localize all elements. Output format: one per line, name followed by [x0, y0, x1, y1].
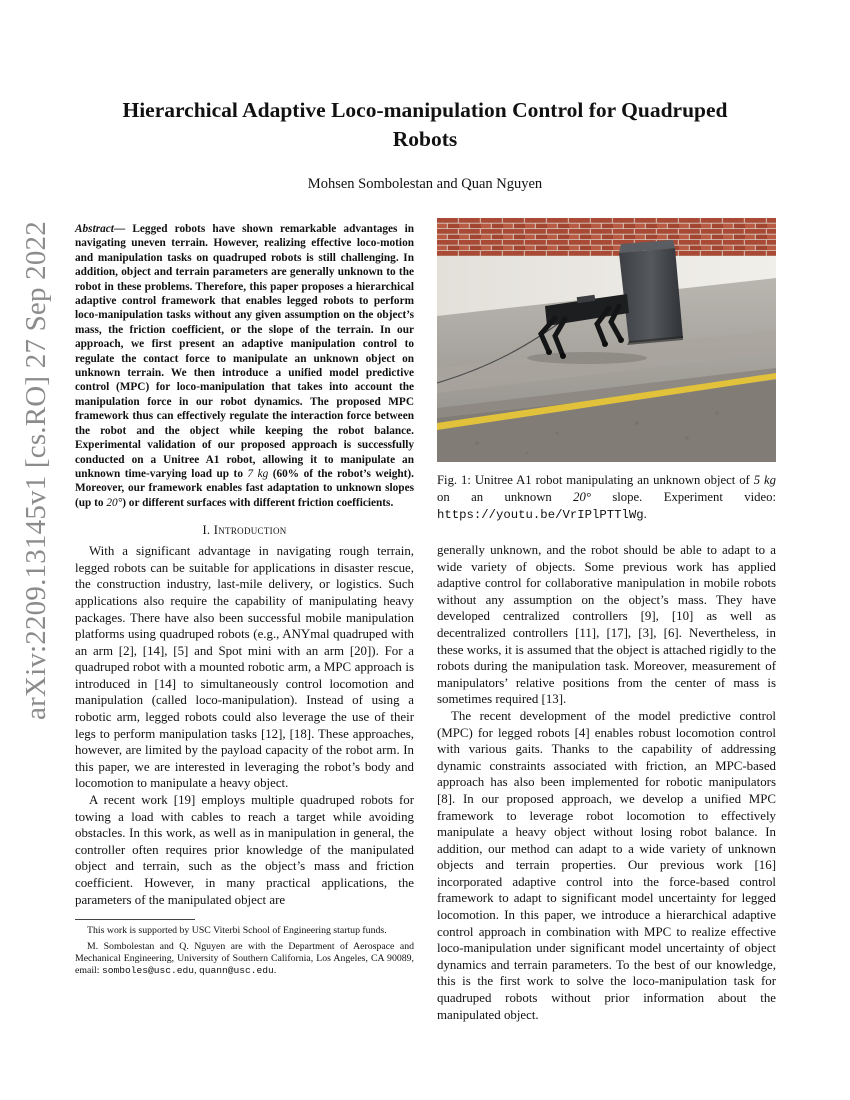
- footnote-end: .: [273, 965, 277, 977]
- intro-paragraph-3: generally unknown, and the robot should be able to adapt to a wide variety of objects. Some previous work has applied adaptive control for collaborative manipulation in mobile robots without any assumption on the object’s mass. They have developed centralized controllers [9], [10] as well as decentralized controllers [11], [17], [3], [6]. Nevertheless, in these works, it is assumed that the object is attached rigidly to the robots during the manipulation task. Moreover, measurement of manipulators’ relative positions from the center of mass is sometimes required [13].: [437, 543, 776, 707]
- caption-math-mass: 5 kg: [753, 473, 776, 487]
- abstract-math-slope: 20°: [106, 496, 123, 509]
- abstract-text-2: (60% of the robot’s weight). Moreover, our framework enables fast adaptation to unknown slopes (up to: [75, 467, 414, 509]
- caption-end: .: [643, 507, 647, 521]
- abstract-math-load: 7 kg: [247, 467, 269, 480]
- section-number: I.: [202, 523, 211, 538]
- arxiv-identifier[interactable]: arXiv:2209.13145v1 [cs.RO] 27 Sep 2022: [20, 221, 52, 720]
- paper-authors: Mohsen Sombolestan and Quan Nguyen: [307, 176, 543, 192]
- caption-math-slope: 20°: [573, 490, 591, 504]
- abstract: [75, 222, 414, 510]
- abstract-text-3: ) or different surfaces with different friction coefficients.: [122, 496, 394, 509]
- intro-left-text: [75, 543, 414, 908]
- footnote-affiliation: [75, 941, 414, 977]
- abstract-dash: —: [113, 223, 126, 235]
- intro-paragraph-2: A recent work [19] employs multiple quadruped robots for towing a load with cables to reach a target while avoiding obstacles. In this work, as well as in manipulation in general, the controller often requires prior knowledge of the manipulated object and terrain, such as the object’s mass and friction coefficient. However, in many practical applications, the parameters of the manipulated object are: [75, 793, 414, 907]
- footnote-divider: [75, 919, 195, 920]
- email-separator: ,: [194, 965, 199, 977]
- abstract-text-1: Legged robots have shown remarkable advantages in navigating uneven terrain. However, realizing effective loco-motion and manipulation tasks on quadruped robots is still challenging. In addition, object and terrain parameters are generally unknown to the robot in these problems. Therefore, this paper proposes a hierarchical adaptive control framework that enables legged robots to perform loco-manipulation tasks without any given assumption on the object’s mass, the friction coefficient, or the slope of the terrain. In our approach, we first present an adaptive manipulation control to regulate the contact force to manipulate an unknown object on unknown terrain. We then introduce a unified model predictive control (MPC) for loco-manipulation that takes into account the manipulation force in our robot dynamics. The proposed MPC framework thus can effectively regulate the interaction force between the robot and the object while keeping the robot balance. Experimental validation of our proposed approach is successfully conducted on a Unitree A1 robot, allowing it to manipulate an unknown time-varying load up to: [75, 223, 414, 480]
- paper-title: Hierarchical Adaptive Loco-manipulation Control for Quadruped Robots: [122, 98, 728, 151]
- intro-paragraph-1: With a significant advantage in navigating rough terrain, legged robots can be suitable for applications in disaster rescue, the construction industry, last-mile delivery, or logistics. Such applications also require the capability of manipulating heavy packages. There have also been successful mobile manipulation platforms using quadruped robots (e.g., ANYmal quadruped with an arm [2], [14], [5] and Spot mini with an arm [20]). For a quadruped robot with a mounted robotic arm, a MPC approach is introduced in [14] to simultaneously control locomotion and manipulation (called loco-manipulation). Instead of using a robotic arm, legged robots could also leverage the use of their legs to perform manipulation tasks [12], [18]. These approaches, however, are limited by the payload capacity of the robot arm. In this paper, we are interested in leveraging the robot’s body and locomotion to manipulate a heavy object.: [75, 544, 414, 791]
- email-link-somboles[interactable]: somboles@usc.edu: [101, 965, 195, 977]
- left-column: [75, 222, 414, 981]
- right-column: [437, 218, 776, 1023]
- footnote-affiliation-text: M. Sombolestan and Q. Nguyen are with the Department of Aerospace and Mechanical Engineering, University of Southern California, Los Angeles, CA 90089, email:: [75, 941, 414, 977]
- video-link[interactable]: https://youtu.be/VrIPlPTTlWg: [437, 508, 644, 522]
- abstract-label: Abstract: [75, 223, 114, 235]
- figure-1-caption: [437, 472, 776, 524]
- caption-mid2: slope. Experiment video:: [590, 490, 777, 504]
- intro-right-text: [437, 542, 776, 1023]
- email-link-quann[interactable]: quann@usc.edu: [198, 965, 274, 977]
- robot-photo-illustration: [437, 218, 776, 462]
- intro-paragraph-4: The recent development of the model predictive control (MPC) for legged robots [4] enables robust locomotion control with various gaits. Thanks to the capability of addressing dynamic constraints associated with friction, an MPC-based approach has also been implemented for robotic manipulators [8]. In our proposed approach, we develop a unified MPC framework to leverage robot locomotion to effectively manipulate a heavy object without losing robot balance. In addition, our method can adapt to a wide variety of unknown objects and terrain properties. Our previous work [16] incorporated adaptive control into the force-based control framework to adapt to significant model uncertainty for legged locomotion. In this paper, we introduce a hierarchical adaptive control approach in combination with MPC to realize effective loco-manipulation under significant model uncertainty of object dynamics and terrain parameters. To the best of our knowledge, this is the first work to solve the loco-manipulation task for quadruped robots without prior information about the manipulated object.: [437, 708, 776, 1022]
- footnote-funding: This work is supported by USC Viterbi School of Engineering startup funds.: [87, 925, 387, 937]
- section-title: Introduction: [213, 523, 287, 538]
- section-heading-introduction: [75, 523, 414, 538]
- caption-mid: on an unknown: [437, 490, 574, 504]
- figure-1-photo: [437, 218, 776, 462]
- caption-prefix: Fig. 1: Unitree A1 robot manipulating an unknown object of: [437, 473, 754, 487]
